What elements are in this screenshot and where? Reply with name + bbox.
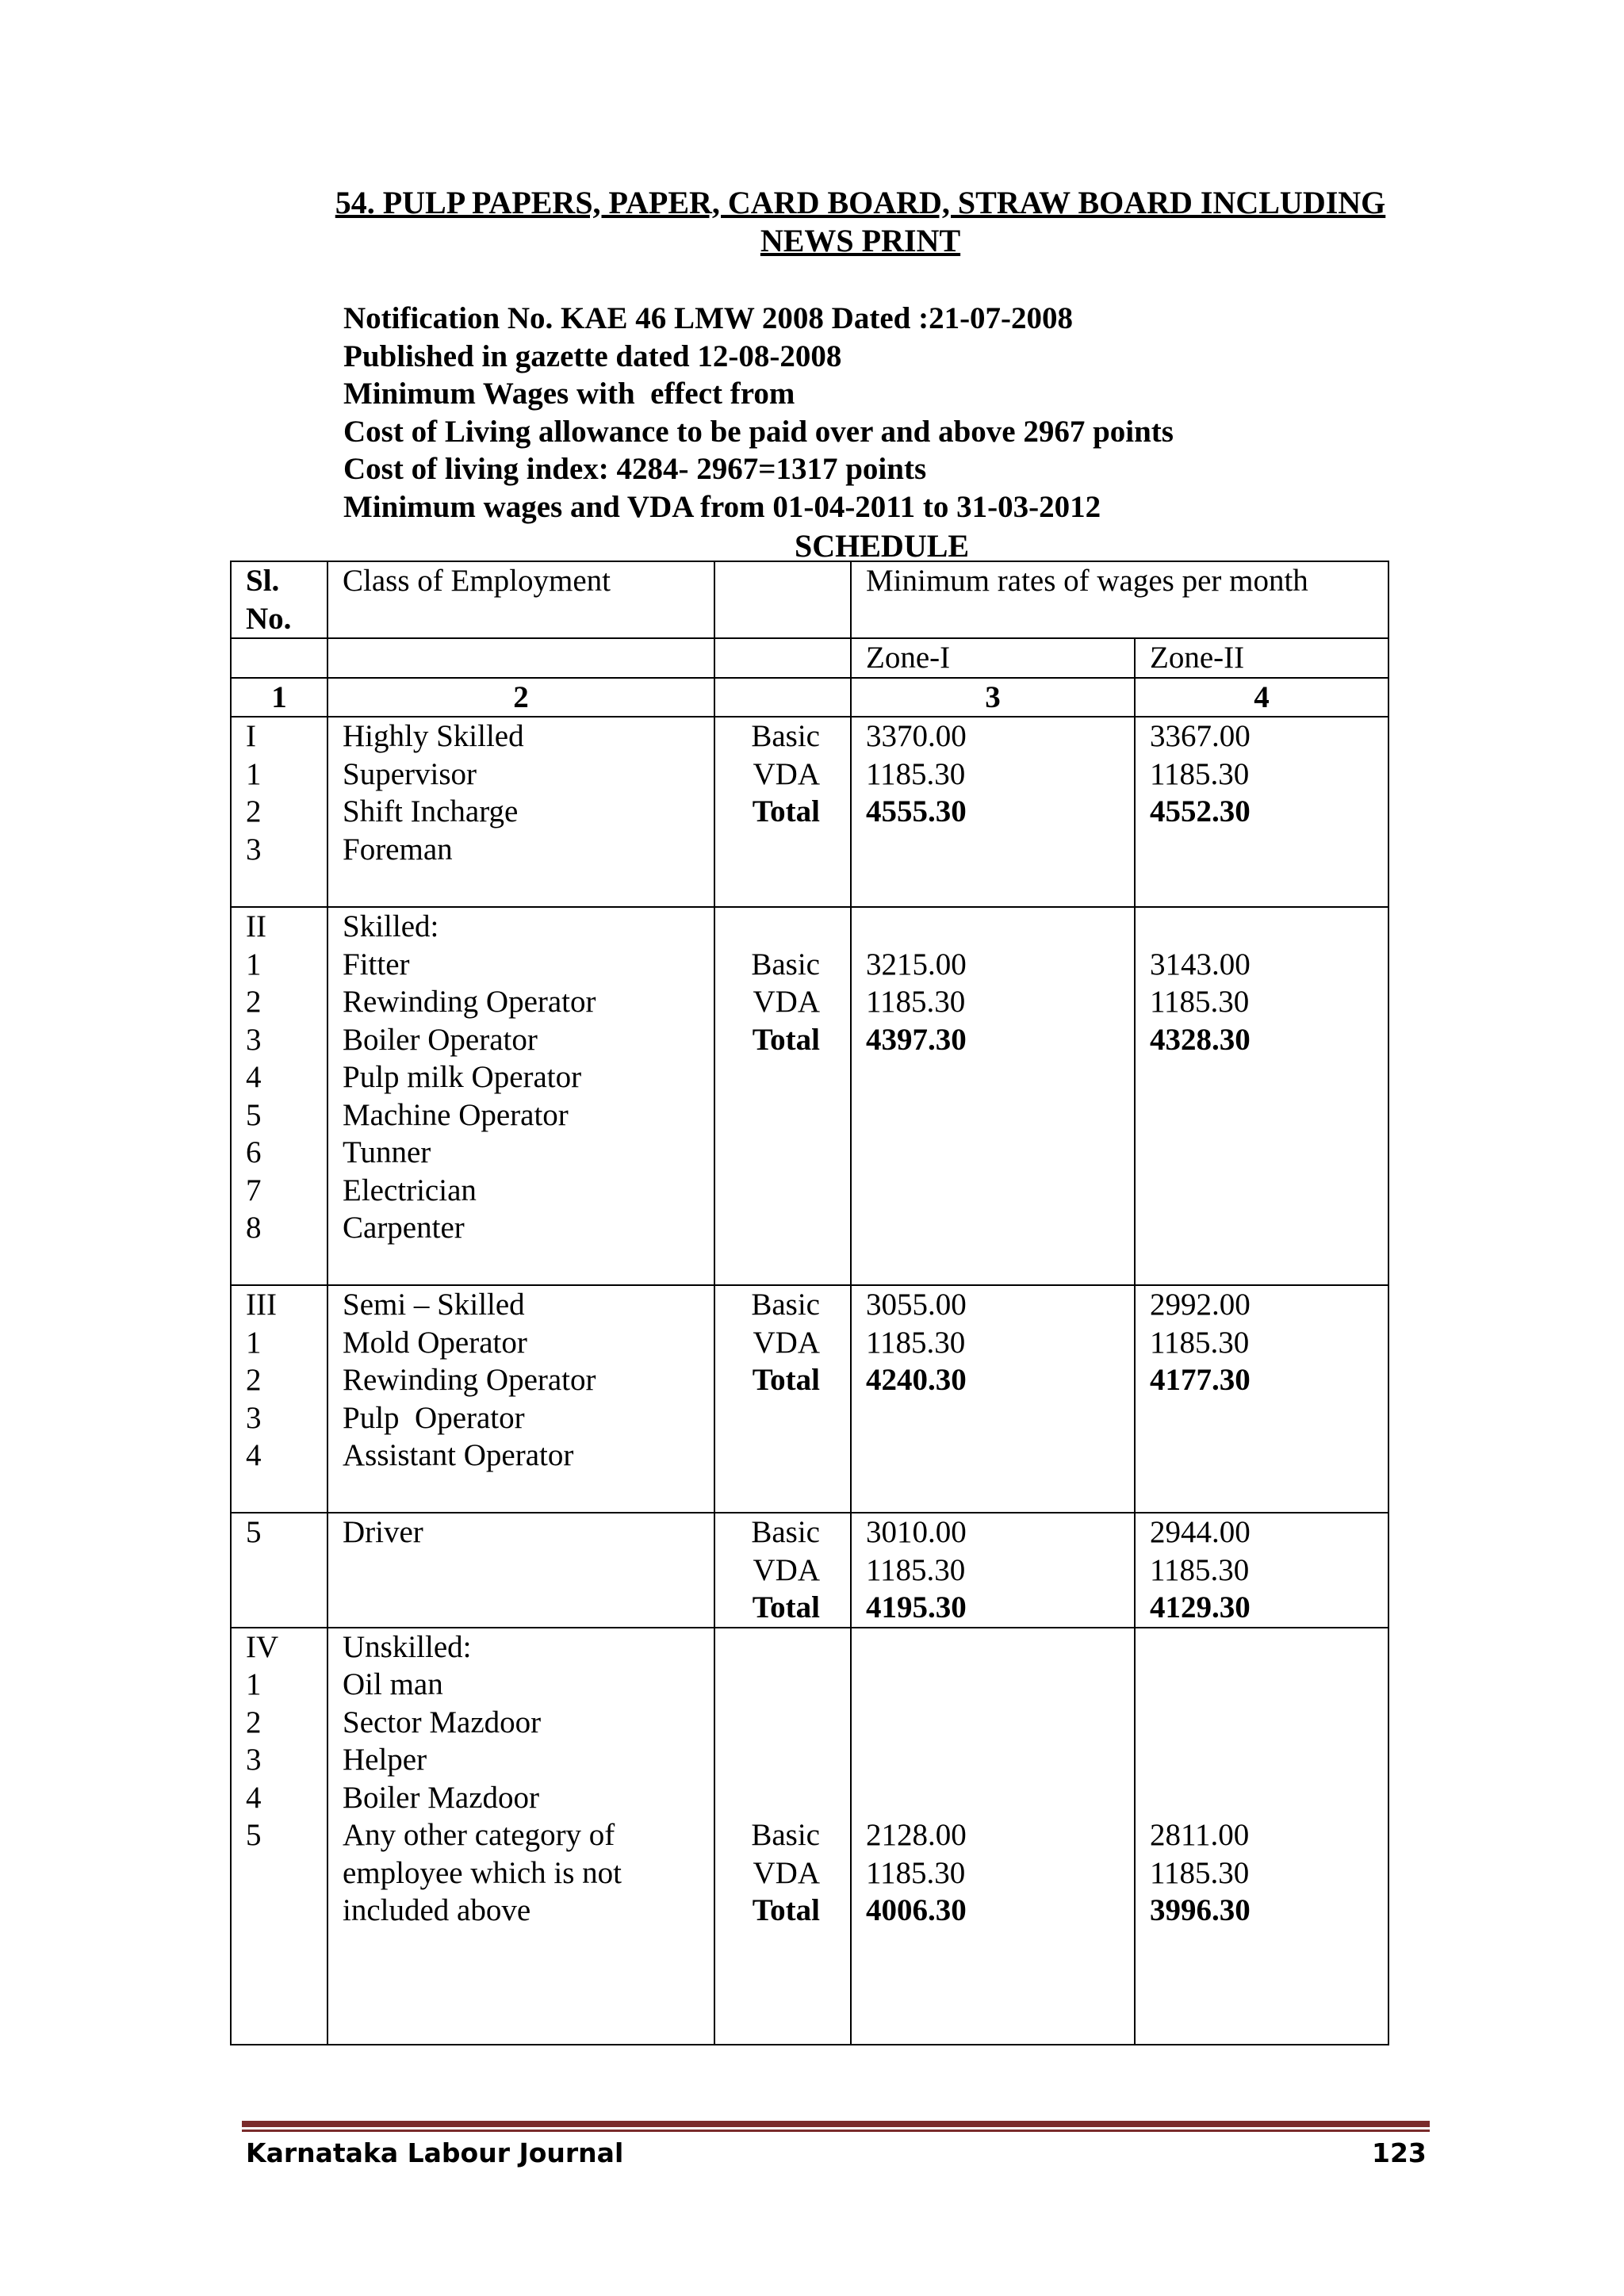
zone2-cell: 2944.00 1185.30 4129.30 [1135,1513,1388,1628]
label-cell: Basic VDA Total [714,1628,851,2045]
sl-no-header: Sl. No. [231,561,327,638]
label-cell: Basic VDA Total [714,717,851,907]
footer-rule-thin [242,2130,1430,2132]
document-title [313,184,1408,260]
label-cell: Basic VDA Total [714,1513,851,1628]
group-row-skilled [231,907,1388,1285]
zone2-cell: 2992.00 1185.30 4177.30 [1135,1285,1388,1513]
rates-header: Minimum rates of wages per month [851,561,1388,638]
sl-cell: II 1 2 3 4 5 6 7 8 [231,907,327,1285]
sl-cell: IV 1 2 3 4 5 [231,1628,327,2045]
label-cell: Basic VDA Total [714,1285,851,1513]
class-cell: Driver [327,1513,714,1628]
zone2-cell: 3143.00 1185.30 4328.30 [1135,907,1388,1285]
col-number: 4 [1135,678,1388,718]
class-cell: Unskilled: Oil man Sector Mazdoor Helper Boiler Mazdoor Any other category of employee which is not included above [327,1628,714,2045]
zone1-header: Zone-I [851,638,1135,678]
period-line: Minimum wages and VDA from 01-04-2011 to 31-03-2012 [343,489,1101,524]
header-row [231,561,1388,638]
class-cell: Skilled: Fitter Rewinding Operator Boiler Operator Pulp milk Operator Machine Operator Tunner Electrician Carpenter [327,907,714,1285]
zone1-cell: 3215.00 1185.30 4397.30 [851,907,1135,1285]
zone2-cell: 3367.00 1185.30 4552.30 [1135,717,1388,907]
zone2-cell: 2811.00 1185.30 3996.30 [1135,1628,1388,2045]
zone1-cell: 3055.00 1185.30 4240.30 [851,1285,1135,1513]
group-row-highly-skilled [231,717,1388,907]
gazette-line: Published in gazette dated 12-08-2008 [343,339,842,373]
group-row-driver [231,1513,1388,1628]
effect-line: Minimum Wages with effect from [343,377,795,411]
zone1-cell: 2128.00 1185.30 4006.30 [851,1628,1135,2045]
group-row-unskilled [231,1628,1388,2045]
col-number: 2 [327,678,714,718]
page-number: 123 [1372,2137,1427,2168]
notification-details [343,300,1174,526]
sl-cell: I 1 2 3 [231,717,327,907]
class-header: Class of Employment [327,561,714,638]
group-row-semi-skilled [231,1285,1388,1513]
notification-line: Notification No. KAE 46 LMW 2008 Dated :21-07-2008 [343,301,1074,335]
sl-cell: 5 [231,1513,327,1628]
col-allowance-line: Cost of Living allowance to be paid over and above 2967 points [343,414,1174,449]
zone1-cell: 3370.00 1185.30 4555.30 [851,717,1135,907]
col-number: 1 [231,678,327,718]
schedule-heading: SCHEDULE [795,528,970,564]
class-cell: Semi – Skilled Mold Operator Rewinding Operator Pulp Operator Assistant Operator [327,1285,714,1513]
blank-header [714,561,851,638]
title-line-2: NEWS PRINT [760,223,961,258]
sl-cell: III 1 2 3 4 [231,1285,327,1513]
title-line-1: 54. PULP PAPERS, PAPER, CARD BOARD, STRAW BOARD INCLUDING [335,185,1386,220]
column-number-row [231,678,1388,718]
zone1-cell: 3010.00 1185.30 4195.30 [851,1513,1135,1628]
zone2-header: Zone-II [1135,638,1388,678]
wage-schedule-table [230,561,1389,2045]
footer-rule [242,2121,1430,2127]
class-cell: Highly Skilled Supervisor Shift Incharge Foreman [327,717,714,907]
label-cell: Basic VDA Total [714,907,851,1285]
col-index-line: Cost of living index: 4284- 2967=1317 points [343,452,927,486]
zone-row [231,638,1388,678]
col-number: 3 [851,678,1135,718]
journal-name: Karnataka Labour Journal [246,2137,624,2168]
